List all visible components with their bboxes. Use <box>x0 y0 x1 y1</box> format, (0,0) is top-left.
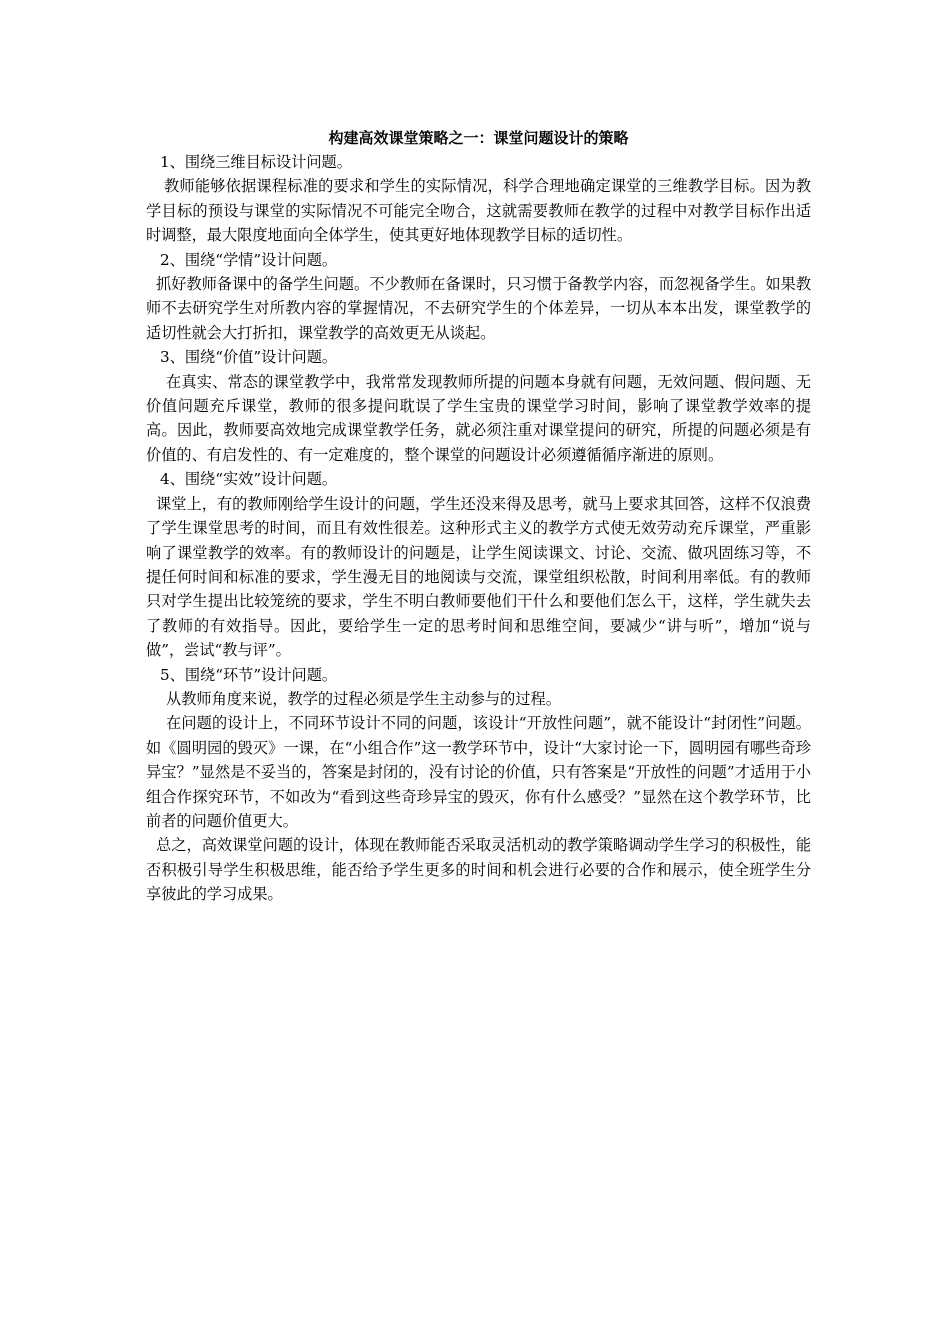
section-heading: 5、围绕“环节”设计问题。 <box>160 665 338 684</box>
section-heading: 1、围绕三维目标设计问题。 <box>160 153 352 171</box>
section-2 <box>146 248 811 346</box>
document-body <box>146 126 811 907</box>
document-title: 构建高效课堂策略之一：课堂问题设计的策略 <box>328 129 629 147</box>
section-5 <box>146 663 811 907</box>
section-heading: 2、围绕“学情”设计问题。 <box>160 250 338 269</box>
section-heading: 3、围绕“价值”设计问题。 <box>160 348 338 367</box>
section-paragraph: 在问题的设计上，不同环节设计不同的问题，该设计“开放性问题”，就不能设计“封闭性”问题。如《圆明园的毁灭》一课，在“小组合作”这一教学环节中，设计“大家讨论一下，圆明园有哪些奇珍异宝？”显然是不妥当的，答案是封闭的，没有讨论的价值，只有答案是“开放性的问题”才适用于小组合作探究环节，不如改为“看到这些奇珍异宝的毁灭，你有什么感受？”显然在这个教学环节，比前者的问题价值更大。 <box>146 714 811 830</box>
section-paragraph: 总之，高效课堂问题的设计，体现在教师能否采取灵活机动的教学策略调动学生学习的积极性，能否积极引导学生积极思维，能否给予学生更多的时间和机会进行必要的合作和展示，使全班学生分享彼此的学习成果。 <box>146 836 811 904</box>
section-3 <box>146 345 811 467</box>
section-4 <box>146 467 811 662</box>
section-paragraph: 课堂上，有的教师刚给学生设计的问题，学生还没来得及思考，就马上要求其回答，这样不仅浪费了学生课堂思考的时间，而且有效性很差。这种形式主义的教学方式使无效劳动充斥课堂，严重影响了课堂教学的效率。有的教师设计的问题是，让学生阅读课文、讨论、交流、做巩固练习等，不提任何时间和标准的要求，学生漫无目的地阅读与交流，课堂组织松散，时间利用率低。有的教师只对学生提出比较笼统的要求，学生不明白教师要他们干什么和要他们怎么干，这样，学生就失去了教师的有效指导。因此，要给学生一定的思考时间和思维空间，要减少“讲与听”，增加“说与做”，尝试“教与评”。 <box>146 494 811 660</box>
section-paragraph: 在真实、常态的课堂教学中，我常常发现教师所提的问题本身就有问题，无效问题、假问题、无价值问题充斥课堂，教师的很多提问耽误了学生宝贵的课堂学习时间，影响了课堂教学效率的提高。因此，教师要高效地完成课堂教学任务，就必须注重对课堂提问的研究，所提的问题必须是有价值的、有启发性的、有一定难度的，整个课堂的问题设计必须遵循循序渐进的原则。 <box>146 372 811 464</box>
section-paragraph: 从教师角度来说，教学的过程必须是学生主动参与的过程。 <box>166 689 561 708</box>
section-paragraph: 抓好教师备课中的备学生问题。不少教师在备课时，只习惯于备教学内容，而忽视备学生。如果教师不去研究学生对所教内容的掌握情况，不去研究学生的个体差异，一切从本本出发，课堂教学的适切性就会大打折扣，课堂教学的高效更无从谈起。 <box>146 275 811 342</box>
section-paragraph: 教师能够依据课程标准的要求和学生的实际情况，科学合理地确定课堂的三维教学目标。因为教学目标的预设与课堂的实际情况不可能完全吻合，这就需要教师在教学的过程中对教学目标作出适时调整，最大限度地面向全体学生，使其更好地体现教学目标的适切性。 <box>146 177 811 245</box>
section-heading: 4、围绕“实效”设计问题。 <box>160 470 338 489</box>
section-1 <box>146 150 811 248</box>
